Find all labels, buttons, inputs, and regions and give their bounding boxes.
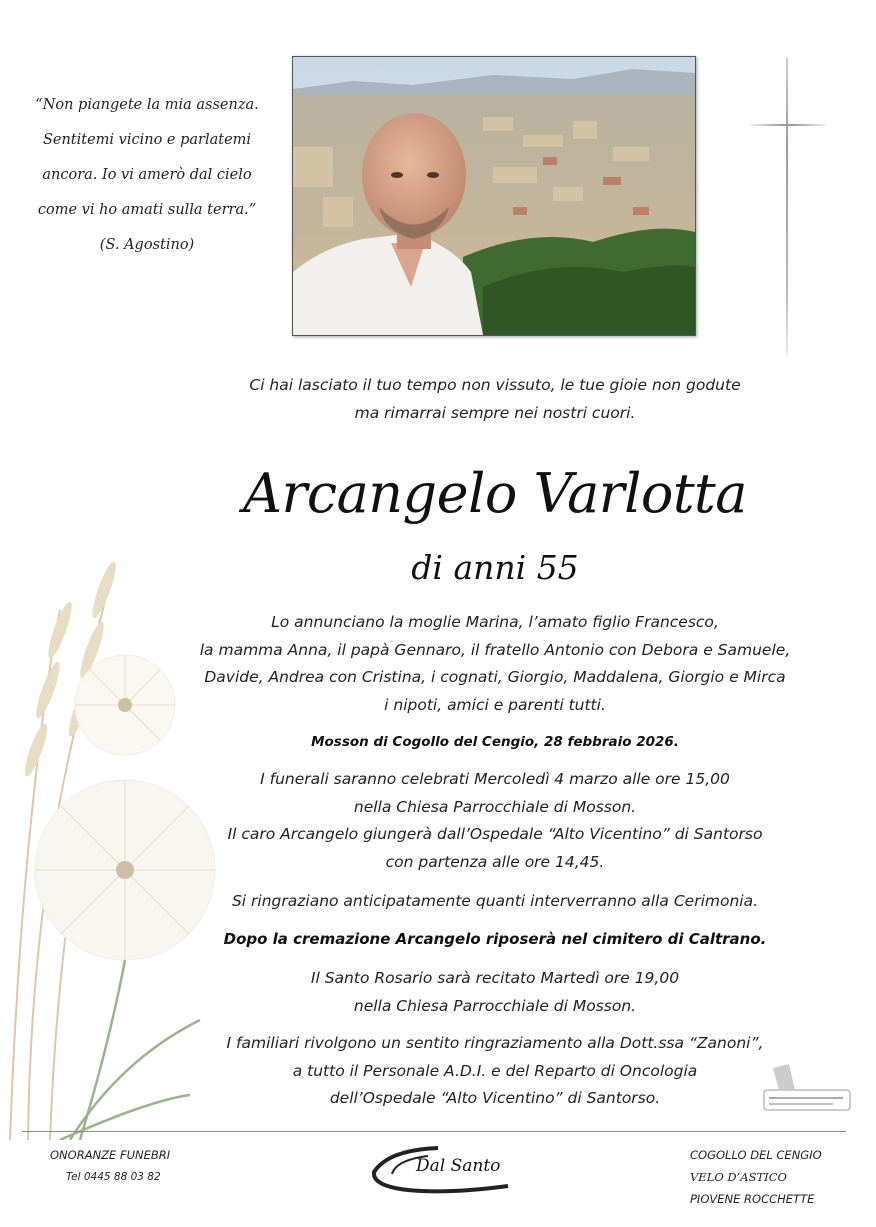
dal-santo-logo xyxy=(368,1142,518,1198)
quote-line: ancora. Io vi amerò dal cielo xyxy=(42,167,252,183)
place-date: Mosson di Cogollo del Cengio, 28 febbraio 2026. xyxy=(311,734,679,750)
logo-text: Dal Santo xyxy=(416,1156,501,1176)
family-announcement: Lo annunciano la moglie Marina, l’amato figlio Francesco, la mamma Anna, il papà Gennaro, il fratello Antonio con Debora e Samuele, Davide, Andrea con Cristina, i cognati, Giorgio, Maddalena, Giorgio e Mirca i nipoti, amici e parenti tutti. xyxy=(199,613,791,714)
rosary-text: Il Santo Rosario sarà recitato Martedì ore 19,00 nella Chiesa Parrocchiale di Mosson. xyxy=(310,969,680,1015)
footer-left xyxy=(50,1144,210,1188)
quote-line: “Non piangete la mia assenza. xyxy=(35,97,259,113)
footer-divider xyxy=(22,1131,846,1132)
funeral-details: I funerali saranno celebrati Mercoledì 4 marzo alle ore 15,00 nella Chiesa Parrocchiale di Mosson. Il caro Arcangelo giungerà dall’Ospedale “Alto Vicentino” di Santorso con partenza alle ore 14,45. xyxy=(227,770,763,871)
funeral-home-phone: Tel 0445 88 03 82 xyxy=(66,1171,161,1183)
cremation-text: Dopo la cremazione Arcangelo riposerà nel cimitero di Caltrano. xyxy=(223,930,767,948)
thanks-text: Si ringraziano anticipatamente quanti interverranno alla Cerimonia. xyxy=(231,892,759,910)
deceased-photo xyxy=(292,56,696,336)
intro-text: Ci hai lasciato il tuo tempo non vissuto, le tue gioie non godute ma rimarrai sempre nei nostri cuori. xyxy=(249,376,741,422)
quote-author: (S. Agostino) xyxy=(99,237,195,253)
footer-right xyxy=(690,1144,860,1210)
funeral-home-label: ONORANZE FUNEBRI xyxy=(50,1148,171,1162)
quote-line: Sentitemi vicino e parlatemi xyxy=(42,132,252,148)
deceased-age: di anni 55 xyxy=(411,548,579,587)
acknowledgement-text: I familiari rivolgono un sentito ringraziamento alla Dott.ssa “Zanoni”, a tutto il Personale A.D.I. e del Reparto di Oncologia dell’Ospedale “Alto Vicentino” di Santorso. xyxy=(226,1034,764,1107)
saint-quote xyxy=(22,88,272,263)
location: COGOLLO DEL CENGIO xyxy=(690,1148,822,1162)
location: VELO D’ASTICO xyxy=(690,1170,787,1184)
quote-line: come vi ho amati sulla terra.” xyxy=(37,202,257,218)
deceased-name: Arcangelo Varlotta xyxy=(243,462,747,525)
message-badge-icon[interactable] xyxy=(763,1064,851,1112)
location: PIOVENE ROCCHETTE xyxy=(690,1192,815,1206)
